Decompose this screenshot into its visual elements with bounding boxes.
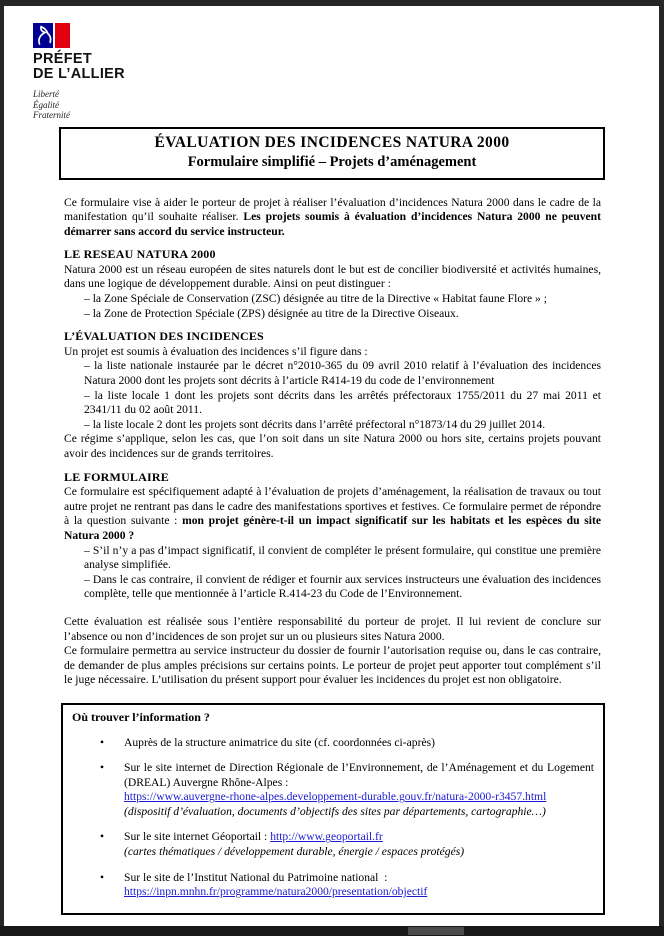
- formulaire-item-pas-impact: – S’il n’y a pas d’impact significatif, il convient de compléter le présent formulaire, qui constitue une première analyse simplifiée.: [84, 543, 601, 572]
- horizontal-scrollbar-thumb[interactable]: [408, 927, 464, 935]
- evaluation-regime-paragraph: Ce régime s’applique, selon les cas, que l’on soit dans un site Natura 2000 ou hors site, certains projets pouvant avoir des incidences sur de grands territoires.: [64, 432, 601, 460]
- formulaire-item-cas-contraire: – Dans le cas contraire, il convient de rédiger et fournir aux services instructeurs une évaluation des incidences complète, telle que mentionnée à l’article R.414-23 du Code de l’Environnement.: [84, 572, 601, 601]
- motto-liberte: Liberté: [33, 89, 59, 99]
- flag-red-panel: [55, 23, 70, 48]
- prefecture-name: [33, 52, 659, 82]
- motto-egalite: Égalité: [33, 99, 59, 110]
- document-title: ÉVALUATION DES INCIDENCES NATURA 2000: [154, 133, 510, 151]
- bullet-text: Sur le site de l’Institut National du Patrimoine national :: [124, 870, 388, 884]
- french-republic-flag-marianne-icon: [33, 23, 659, 48]
- evaluation-paragraph: Un projet est soumis à évaluation des incidences s’il figure dans :: [64, 344, 368, 358]
- bullet-text: Auprès de la structure animatrice du site (cf. coordonnées ci-après): [124, 735, 435, 749]
- info-bullet-list: [72, 736, 594, 900]
- intro-bold-warning: Les projets soumis à évaluation d’incidences Natura 2000 ne peuvent démarrer sans accord du service instructeur.: [64, 210, 601, 238]
- intro-paragraph: [64, 196, 601, 240]
- document-page: [4, 6, 659, 926]
- dreal-natura2000-link[interactable]: https://www.auvergne-rhone-alpes.developpement-durable.gouv.fr/natura-2000-r3457.html: [124, 790, 547, 804]
- closing-service-instructeur-paragraph: Ce formulaire permettra au service instructeur du dossier de fournir l’autorisation requise ou, dans le cas contraire, de demander de plus amples précisions sur certains points. Le porteur de projet peut apporter tout complément s’il le juge nécessaire. L’utilisation du présent support pour évaluer les incidences du projet est non obligatoire.: [64, 644, 601, 687]
- geoportail-link[interactable]: http://www.geoportail.fr: [270, 830, 383, 844]
- intro-text: Ce formulaire vise à aider le porteur de projet à réaliser l’évaluation d’incidences Natura 2000 dans le cadre de la manifestation qu’il souhaite réaliser.: [64, 195, 601, 224]
- document-title-box: [59, 127, 605, 180]
- inpn-link[interactable]: https://inpn.mnhn.fr/programme/natura2000/presentation/objectif: [124, 885, 428, 899]
- info-box-title: Où trouver l’information ?: [72, 709, 210, 724]
- prefecture-name-line2: DE L’ALLIER: [33, 66, 125, 82]
- republic-motto: [33, 89, 659, 121]
- info-box: [61, 703, 605, 915]
- section-heading-reseau: LE RESEAU NATURA 2000: [64, 247, 216, 262]
- flag-blue-panel-marianne-icon: [33, 23, 53, 48]
- section-heading-formulaire: LE FORMULAIRE: [64, 469, 169, 484]
- evaluation-item-liste-locale-2: – la liste locale 2 dont les projets sont décrits dans l’arrêté préfectoral n°1873/14 du 29 juillet 2014.: [84, 417, 546, 431]
- formulaire-text: Ce formulaire est spécifiquement adapté à l’évaluation de projets d’aménagement, la réalisation de travaux ou tout autre projet ne rentrant pas dans le cadre des manifestations sportives et festives. Ce formulaire permet de répondre à la question suivante :: [64, 485, 601, 528]
- reseau-paragraph: Natura 2000 est un réseau européen de sites naturels dont le but est de concilier biodiversité et activités humaines, dans une logique de développement durable. Ainsi on peut distinguer :: [64, 262, 601, 291]
- bullet-note: (dispositif d’évaluation, documents d’objectifs des sites par départements, cartographie…): [124, 804, 546, 818]
- bullet-note: (cartes thématiques / développement durable, énergie / espaces protégés): [124, 845, 465, 859]
- bullet-text: Sur le site internet de Direction Régionale de l’Environnement, de l’Aménagement et du Logement (DREAL) Auvergne Rhône-Alpes :: [124, 761, 594, 789]
- formulaire-paragraph: [64, 485, 601, 543]
- prefecture-name-line1: PRÉFET: [33, 51, 92, 67]
- evaluation-item-liste-locale-1: – la liste locale 1 dont les projets sont décrits dans les arrêtés préfectoraux 1755/2011 du 27 mai 2011 et 2341/11 du 02 août 2011.: [84, 388, 601, 417]
- document-subtitle: Formulaire simplifié – Projets d’aménagement: [187, 153, 477, 170]
- info-bullet-geoportail: [72, 830, 594, 859]
- closing-responsabilite-paragraph: Cette évaluation est réalisée sous l’entière responsabilité du porteur de projet. Il lui revient de conclure sur l’absence ou non d’incidences de son projet sur un ou plusieurs sites Natura 2000.: [64, 614, 601, 643]
- formulaire-bold-question: mon projet génère-t-il un impact significatif sur les habitats et les espèces du site Natura 2000 ?: [64, 514, 601, 542]
- prefecture-logo: [33, 23, 659, 121]
- horizontal-scrollbar-track[interactable]: [0, 926, 664, 936]
- section-heading-evaluation: L’ÉVALUATION DES INCIDENCES: [64, 329, 264, 344]
- bullet-text: Sur le site internet Géoportail :: [124, 830, 271, 844]
- evaluation-item-liste-nationale: – la liste nationale instaurée par le décret n°2010-365 du 09 avril 2010 relatif à l’évaluation des incidences Natura 2000 dont les projets sont décrits à l’article R414-19 du code de l’environnement: [84, 359, 601, 388]
- info-bullet-dreal: [72, 761, 594, 819]
- motto-fraternite: Fraternité: [33, 110, 70, 120]
- info-bullet-structure-animatrice: [72, 736, 594, 751]
- info-bullet-inpn: [72, 871, 594, 900]
- document-body: [64, 196, 601, 915]
- reseau-item-zps: – la Zone de Protection Spéciale (ZPS) désignée au titre de la Directive Oiseaux.: [84, 306, 459, 320]
- reseau-item-zsc: – la Zone Spéciale de Conservation (ZSC) désignée au titre de la Directive « Habitat faune Flore » ;: [84, 292, 547, 306]
